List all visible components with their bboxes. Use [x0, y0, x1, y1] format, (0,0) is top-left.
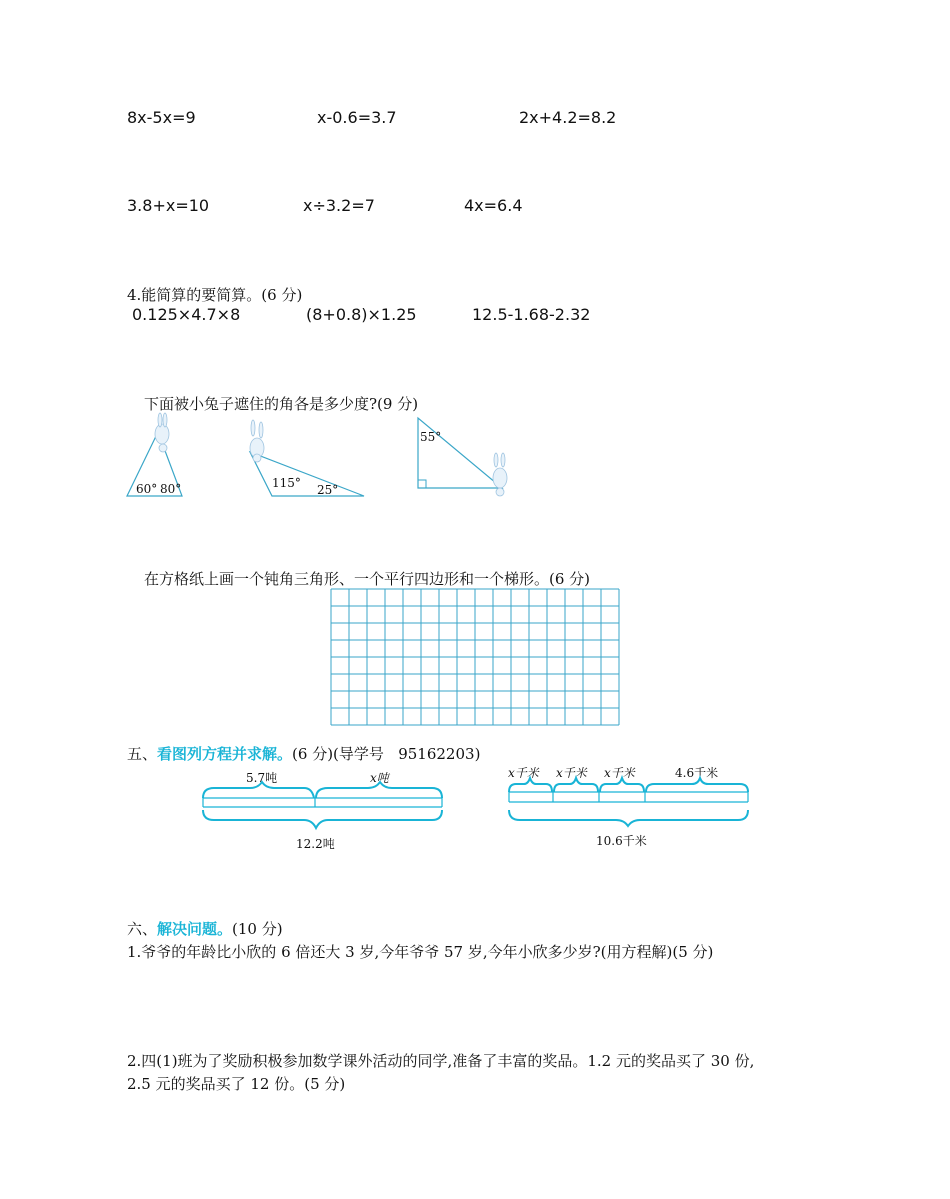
fig2-label-4-6: 4.6千米	[675, 766, 719, 780]
triangle-figure-3	[412, 414, 512, 500]
section-5-prefix: 五、	[127, 745, 158, 763]
graph-paper-grid[interactable]	[330, 588, 620, 726]
angle-label-25: 25°	[317, 483, 339, 497]
rabbit-icon	[155, 413, 169, 452]
section-6-suffix: (10 分)	[232, 920, 283, 938]
angle-label-80: 80°	[160, 482, 182, 496]
fig2-label-x-1: x千米	[508, 766, 539, 780]
section-6-title: 解决问题。	[157, 920, 233, 938]
fig1-label-12-2: 12.2吨	[296, 837, 335, 851]
equation-4: 3.8+x=10	[127, 196, 210, 215]
section-6-heading	[127, 918, 283, 939]
simplify-item-3: 12.5-1.68-2.32	[472, 305, 591, 324]
segment-diagram-1	[200, 782, 446, 834]
equation-6: 4x=6.4	[464, 196, 523, 215]
grid-question-title: 在方格纸上画一个钝角三角形、一个平行四边形和一个梯形。(6 分)	[144, 570, 591, 588]
section-5-code: 95162203)	[398, 745, 481, 763]
rabbit-icon	[250, 420, 264, 462]
equation-5: x÷3.2=7	[303, 196, 375, 215]
angles-question-title: 下面被小兔子遮住的角各是多少度?(9 分)	[144, 395, 419, 413]
equation-2: x-0.6=3.7	[317, 108, 397, 127]
simplify-item-1: 0.125×4.7×8	[132, 305, 241, 324]
triangle-figure-2	[240, 410, 370, 500]
problem-1: 1.爷爷的年龄比小欣的 6 倍还大 3 岁,今年爷爷 57 岁,今年小欣多少岁?(用方程解)(5 分)	[127, 943, 714, 961]
section-5-title: 看图列方程并求解。	[157, 745, 293, 763]
angle-label-60: 60°	[136, 482, 158, 496]
rabbit-icon	[493, 453, 507, 496]
angle-label-115: 115°	[272, 476, 301, 490]
fig2-label-x-3: x千米	[604, 766, 635, 780]
equation-3: 2x+4.2=8.2	[519, 108, 617, 127]
question-4-title: 4.能简算的要简算。(6 分)	[127, 286, 303, 304]
problem-2-line-1: 2.四(1)班为了奖励积极参加数学课外活动的同学,准备了丰富的奖品。1.2 元的奖品买了 30 份,	[127, 1052, 755, 1070]
problem-2-line-2: 2.5 元的奖品买了 12 份。(5 分)	[127, 1075, 346, 1093]
fig1-label-5-7: 5.7吨	[246, 771, 278, 785]
fig1-label-x: x吨	[370, 771, 389, 785]
angle-label-55: 55°	[420, 430, 442, 444]
section-5-suffix: (6 分)(导学号	[292, 745, 384, 763]
section-5-heading	[127, 743, 480, 764]
fig2-label-x-2: x千米	[556, 766, 587, 780]
equation-1: 8x-5x=9	[127, 108, 196, 127]
section-6-prefix: 六、	[127, 920, 158, 938]
fig2-label-10-6: 10.6千米	[596, 834, 647, 848]
simplify-item-2: (8+0.8)×1.25	[306, 305, 417, 324]
segment-diagram-2	[506, 776, 752, 828]
